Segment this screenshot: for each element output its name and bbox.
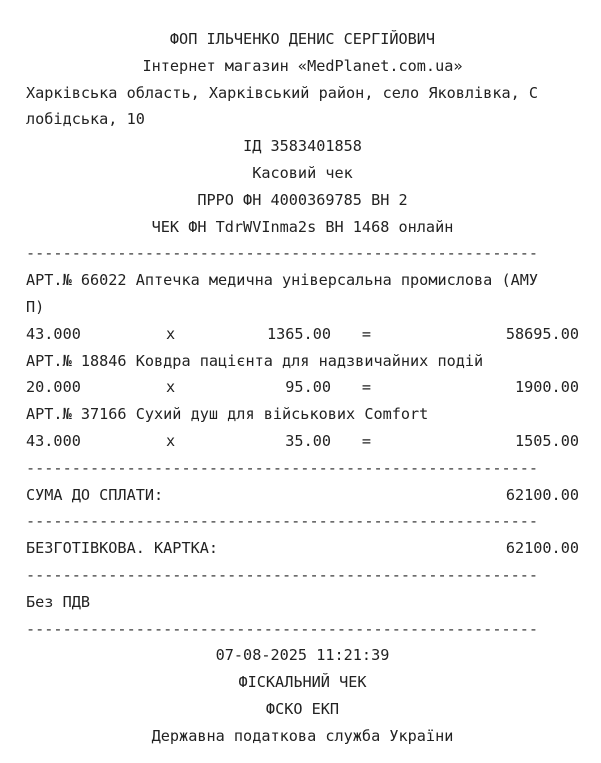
- item-sum: 1505.00: [514, 431, 579, 450]
- item-multiply-sign: x: [166, 324, 176, 343]
- item-multiply-sign: x: [166, 378, 176, 397]
- amount-due-label: СУМА ДО СПЛАТИ:: [26, 485, 164, 504]
- item-calc-row: [26, 374, 579, 401]
- item-sum: 58695.00: [505, 324, 579, 343]
- item-sum: 1900.00: [514, 378, 579, 397]
- item-price: 95.00: [285, 378, 331, 397]
- receipt-datetime: 07-08-2025 11:21:39: [215, 646, 390, 665]
- payment-method-label: БЕЗГОТІВКОВА. КАРТКА:: [26, 539, 219, 558]
- item-title: АРТ.№ 18846 Ковдра пацієнта для надзвичайних подій: [26, 351, 484, 370]
- tax-id: ІД 3583401858: [243, 137, 362, 156]
- separator: --------------------------------------------------------: [26, 512, 539, 531]
- amount-due-row: [26, 482, 579, 509]
- item-title-continued: П): [26, 297, 45, 316]
- fsko-label: ФСКО ЕКП: [265, 699, 340, 718]
- payment-value: 62100.00: [505, 539, 579, 558]
- document-type: Касовий чек: [252, 163, 353, 182]
- item-qty: 43.000: [26, 324, 81, 343]
- item-title: АРТ.№ 66022 Аптечка медична універсальна промислова (АМУ: [26, 271, 539, 290]
- item-equals-sign: =: [361, 324, 371, 343]
- item-equals-sign: =: [361, 378, 371, 397]
- item-price: 1365.00: [266, 324, 331, 343]
- separator: --------------------------------------------------------: [26, 619, 539, 638]
- seller-name: ФОП ІЛЬЧЕНКО ДЕНИС СЕРГІЙОВИЧ: [169, 30, 436, 48]
- vat-note: Без ПДВ: [26, 592, 91, 611]
- address-line-1: Харківська область, Харківський район, село Яковлівка, С: [26, 83, 539, 102]
- item-calc-row: [26, 428, 579, 455]
- separator: --------------------------------------------------------: [26, 565, 539, 584]
- item-qty: 20.000: [26, 378, 81, 397]
- item-calc-row: [26, 321, 579, 348]
- item-price: 35.00: [285, 431, 331, 450]
- tax-authority: Державна податкова служба України: [151, 726, 454, 745]
- address-line-2: лобідська, 10: [26, 110, 145, 129]
- item-equals-sign: =: [361, 431, 371, 450]
- fiscal-label: ФІСКАЛЬНИЙ ЧЕК: [238, 673, 367, 692]
- item-title: АРТ.№ 37166 Сухий душ для військових Comfort: [26, 405, 429, 424]
- separator: --------------------------------------------------------: [26, 244, 539, 263]
- payment-row: [26, 535, 579, 562]
- amount-due-value: 62100.00: [505, 485, 579, 504]
- item-multiply-sign: x: [166, 431, 176, 450]
- prro-number: ПРРО ФН 4000369785 ВН 2: [197, 190, 408, 209]
- shop-name: Інтернет магазин «MedPlanet.com.ua»: [142, 56, 463, 75]
- item-qty: 43.000: [26, 431, 81, 450]
- check-number: ЧЕК ФН TdrWVInma2s ВН 1468 онлайн: [151, 217, 454, 236]
- separator: --------------------------------------------------------: [26, 458, 539, 477]
